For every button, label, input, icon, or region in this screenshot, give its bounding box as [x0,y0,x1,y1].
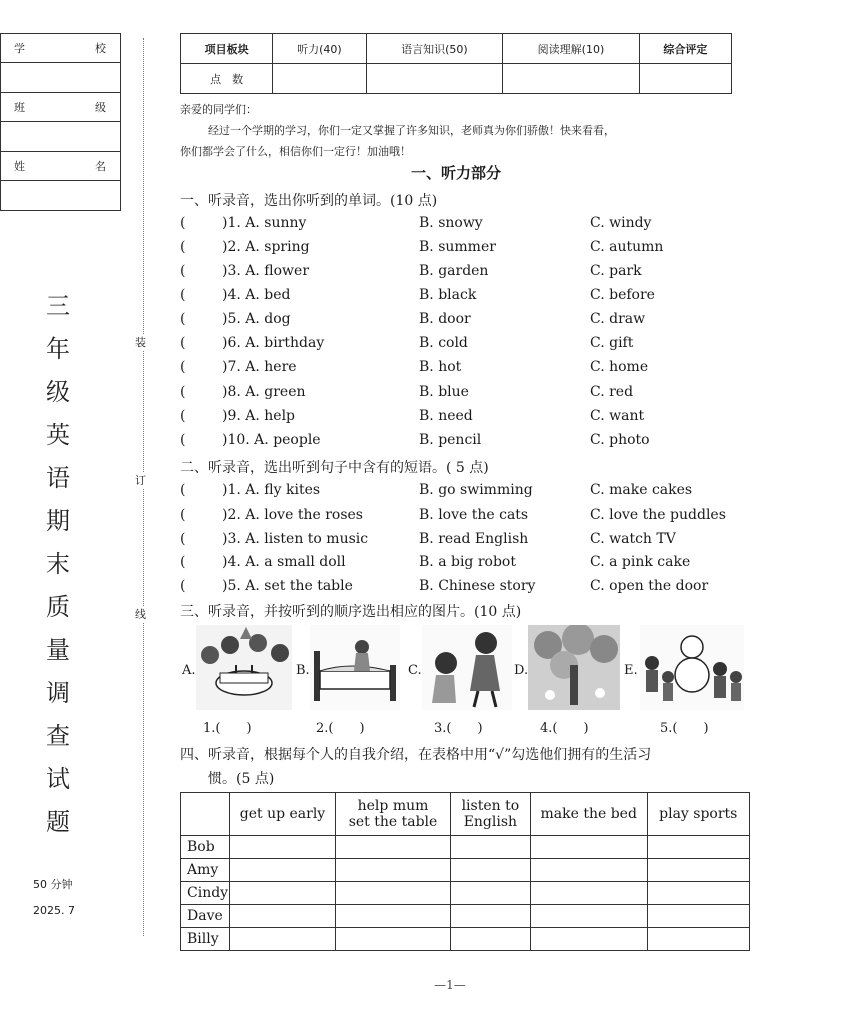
answer-paren[interactable]: ( [180,408,186,424]
greeting-line-1: 经过一个学期的学习，你们一定又掌握了许多知识，老师真为你们骄傲！快来看看， [208,124,615,137]
habit-header [450,793,530,836]
habits-table [180,792,750,951]
option-b: B. Chinese story [419,578,536,594]
score-header: 听力(40) [273,34,366,64]
table-row [181,928,750,951]
check-cell[interactable] [530,882,647,905]
exam-title-vertical: 三年级英语期末质量调查试题 [46,292,70,836]
question-row [180,507,740,531]
check-cell[interactable] [450,905,530,928]
question-row [180,384,740,408]
check-cell[interactable] [530,836,647,859]
check-cell[interactable] [450,928,530,951]
section-3-title: 三、听录音，并按听到的顺序选出相应的图片。(10 点) [180,604,522,620]
option-c: C. open the door [590,578,709,594]
score-header: 项目板块 [181,34,273,64]
class-field[interactable] [1,93,120,122]
question-row [180,554,740,578]
score-cell[interactable] [503,64,640,94]
picture-answer-5[interactable]: 5.( ) [660,721,709,736]
score-header: 综合评定 [639,34,731,64]
binding-mark-xian: 线 [135,608,146,621]
check-cell[interactable] [647,928,749,951]
answer-paren[interactable]: ( [180,215,186,231]
question-row [180,482,740,506]
option-c: C. love the puddles [590,507,726,523]
option-b: B. snowy [419,215,483,231]
school-label-1: 学 [14,42,25,55]
answer-paren[interactable]: ( [180,507,186,523]
exam-date: 2025. 7 [33,904,75,917]
question-row [180,215,740,239]
habit-header: make the bed [530,793,647,836]
section-2-title: 二、听录音，选出听到句子中含有的短语。( 5 点) [180,460,489,476]
class-blank[interactable] [1,122,120,152]
option-b: B. read English [419,531,529,547]
option-c: C. make cakes [590,482,693,498]
person-name: Amy [181,859,230,882]
check-cell[interactable] [647,882,749,905]
check-cell[interactable] [336,836,451,859]
option-c: C. draw [590,311,646,327]
picture-help-friend [422,625,512,710]
option-b: B. garden [419,263,489,279]
option-b: B. cold [419,335,468,351]
habit-header-line: set the table [348,814,438,830]
option-c: C. photo [590,432,650,448]
option-c: C. home [590,359,649,375]
option-a: )2. A. love the roses [222,507,363,523]
option-a: )1. A. fly kites [222,482,321,498]
binding-mark-ding: 订 [135,474,146,487]
option-a: )4. A. bed [222,287,291,303]
picture-autumn-tree [528,625,620,710]
option-b: B. summer [419,239,496,255]
answer-paren[interactable]: ( [180,384,186,400]
person-name: Bob [181,836,230,859]
option-c: C. gift [590,335,634,351]
check-cell[interactable] [336,928,451,951]
answer-paren[interactable]: ( [180,482,186,498]
picture-letter: D. [514,663,529,678]
score-table [180,33,732,94]
option-b: B. a big robot [419,554,516,570]
answer-paren[interactable]: ( [180,239,186,255]
check-cell[interactable] [229,928,335,951]
option-a: )8. A. green [222,384,306,400]
school-field[interactable] [1,34,120,63]
picture-birthday-party [196,625,292,710]
score-cell[interactable] [639,64,731,94]
option-c: C. a pink cake [590,554,691,570]
option-a: )3. A. listen to music [222,531,369,547]
score-header: 语言知识(50) [366,34,503,64]
score-row-label: 点 数 [181,64,273,94]
check-cell[interactable] [530,928,647,951]
student-info-box [0,33,121,211]
picture-answer-4[interactable]: 4.( ) [540,721,589,736]
picture-letter: B. [296,663,310,678]
check-cell[interactable] [530,859,647,882]
section-4-title-line-2: 惯。(5 点) [208,771,275,787]
question-row [180,311,740,335]
class-label-2: 级 [95,101,106,114]
option-a: )10. A. people [222,432,321,448]
option-b: B. love the cats [419,507,529,523]
habit-header-line: listen to [461,798,520,814]
habits-corner [181,793,230,836]
option-a: )9. A. help [222,408,296,424]
habit-header-line: help mum [357,798,429,814]
question-row [180,531,740,555]
greeting-salutation: 亲爱的同学们： [180,103,257,116]
picture-snowman [640,625,744,710]
picture-letter: A. [182,663,196,678]
check-cell[interactable] [647,836,749,859]
question-row [180,578,740,602]
question-row [180,408,740,432]
option-b: B. pencil [419,432,482,448]
school-label-2: 校 [95,42,106,55]
option-a: )1. A. sunny [222,215,307,231]
greeting-line-2: 你们都学会了什么，相信你们一定行！加油哦！ [180,145,411,158]
answer-paren[interactable]: ( [180,263,186,279]
person-name: Cindy [181,882,230,905]
check-cell[interactable] [229,859,335,882]
answer-paren[interactable]: ( [180,311,186,327]
check-cell[interactable] [229,905,335,928]
score-cell[interactable] [273,64,366,94]
part-title: 一、听力部分 [410,164,501,182]
section-4-title-line-1: 四、听录音，根据每个人的自我介绍，在表格中用“√”勾选他们拥有的生活习 [180,747,652,763]
option-b: B. need [419,408,473,424]
school-blank[interactable] [1,63,120,93]
check-cell[interactable] [450,859,530,882]
option-a: )4. A. a small doll [222,554,346,570]
table-row [181,905,750,928]
picture-letter: C. [408,663,422,678]
check-cell[interactable] [336,882,451,905]
answer-paren[interactable]: ( [180,554,186,570]
question-row [180,263,740,287]
option-c: C. watch TV [590,531,676,547]
option-c: C. windy [590,215,652,231]
exam-duration: 50 分钟 [33,878,73,891]
check-cell[interactable] [450,836,530,859]
name-blank[interactable] [1,181,120,210]
section-1-title: 一、听录音，选出你听到的单词。(10 点) [180,193,438,209]
answer-paren[interactable]: ( [180,359,186,375]
name-label-2: 名 [95,160,106,173]
habit-header: play sports [647,793,749,836]
habit-header: get up early [229,793,335,836]
table-row [181,882,750,905]
question-row [180,287,740,311]
picture-answer-2[interactable]: 2.( ) [316,721,365,736]
answer-paren[interactable]: ( [180,432,186,448]
table-row [181,859,750,882]
option-a: )2. A. spring [222,239,310,255]
option-c: C. want [590,408,645,424]
picture-make-bed [310,625,400,710]
answer-paren[interactable]: ( [180,287,186,303]
check-cell[interactable] [229,836,335,859]
option-c: C. park [590,263,642,279]
picture-answer-3[interactable]: 3.( ) [434,721,483,736]
option-b: B. black [419,287,477,303]
question-row [180,432,740,456]
answer-paren[interactable]: ( [180,335,186,351]
table-row [181,836,750,859]
picture-answer-1[interactable]: 1.( ) [203,721,252,736]
option-b: B. door [419,311,471,327]
option-a: )5. A. dog [222,311,291,327]
binding-mark-zhuang: 装 [135,336,146,349]
question-row [180,335,740,359]
page-number: —1— [434,978,466,992]
option-c: C. before [590,287,655,303]
name-label-1: 姓 [14,160,25,173]
option-a: )5. A. set the table [222,578,353,594]
check-cell[interactable] [229,882,335,905]
question-row [180,359,740,383]
option-c: C. autumn [590,239,664,255]
check-cell[interactable] [336,859,451,882]
option-a: )6. A. birthday [222,335,325,351]
option-b: B. blue [419,384,469,400]
score-cell[interactable] [366,64,503,94]
option-a: )7. A. here [222,359,297,375]
name-field[interactable] [1,152,120,181]
score-header: 阅读理解(10) [503,34,640,64]
question-row [180,239,740,263]
option-b: B. go swimming [419,482,533,498]
person-name: Billy [181,928,230,951]
person-name: Dave [181,905,230,928]
check-cell[interactable] [647,905,749,928]
option-c: C. red [590,384,634,400]
option-b: B. hot [419,359,462,375]
answer-paren[interactable]: ( [180,531,186,547]
picture-letter: E. [624,663,638,678]
class-label-1: 班 [14,101,25,114]
check-cell[interactable] [530,905,647,928]
habit-header [336,793,451,836]
option-a: )3. A. flower [222,263,310,279]
check-cell[interactable] [450,882,530,905]
check-cell[interactable] [647,859,749,882]
habit-header-line: English [463,814,518,830]
check-cell[interactable] [336,905,451,928]
answer-paren[interactable]: ( [180,578,186,594]
